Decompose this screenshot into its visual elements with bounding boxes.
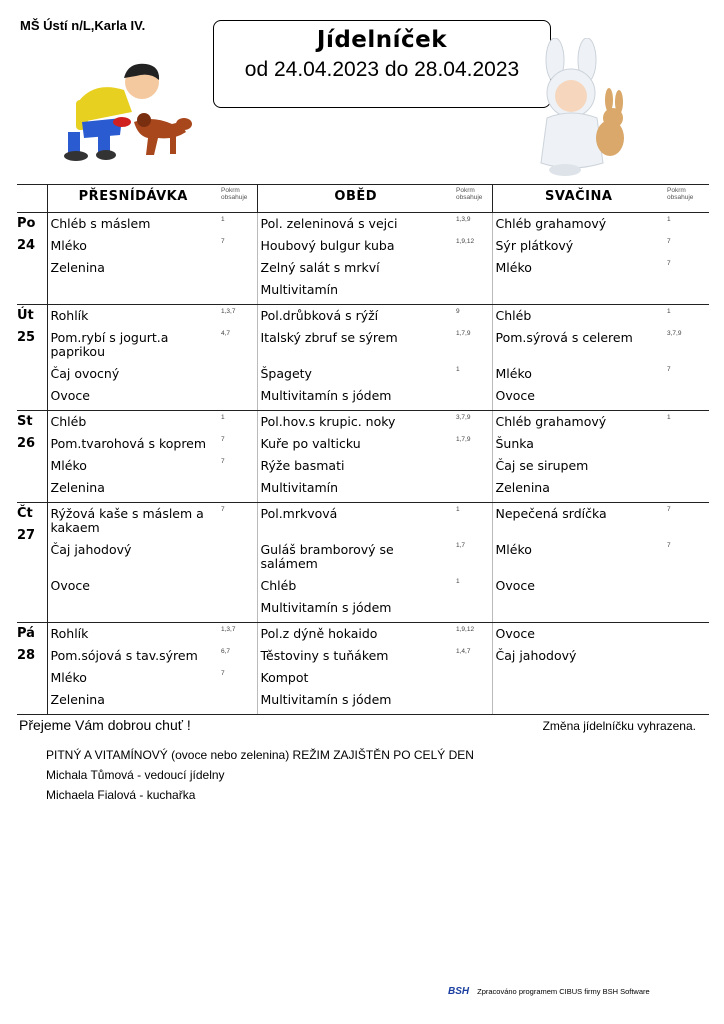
lunch-cell: [257, 503, 454, 623]
breakfast-item: Mléko: [50, 670, 87, 685]
title-box: [213, 20, 551, 108]
lunch-item: Italský zbruf se sýrem: [260, 330, 398, 345]
breakfast-allergen-cell: [219, 623, 257, 715]
snack-allergen: [667, 670, 709, 692]
lunch-allergen: [456, 670, 492, 692]
snack-item: Čaj se sirupem: [495, 458, 589, 473]
snack-cell: [492, 503, 665, 623]
snack-item: Zelenina: [495, 480, 550, 495]
lunch-item: Pol.z dýně hokaido: [260, 626, 378, 641]
breakfast-allergen: 6,7: [221, 648, 231, 655]
breakfast-allergen: 1: [221, 414, 225, 421]
lunch-allergen: 1: [456, 506, 460, 513]
snack-cell: [492, 305, 665, 411]
breakfast-allergen: 7: [221, 506, 225, 513]
snack-item: Sýr plátkový: [495, 238, 574, 253]
snack-allergen: 7: [667, 238, 671, 245]
snack-item: [496, 279, 666, 301]
day-row: [17, 503, 709, 623]
breakfast-allergen: [221, 480, 257, 502]
lunch-allergen: 1,7,9: [456, 436, 471, 443]
snack-cell: [492, 623, 665, 715]
lunch-allergen: 1,4,7: [456, 648, 471, 655]
lunch-allergen-cell: [454, 503, 492, 623]
lunch-item: Špagety: [260, 366, 312, 381]
snack-item: [496, 689, 666, 711]
snack-item: Pom.sýrová s celerem: [495, 330, 633, 345]
lunch-allergen: [456, 480, 492, 502]
software-footer: [448, 986, 650, 997]
snack-header: SVAČINA: [492, 185, 665, 213]
breakfast-allergen: 7: [221, 458, 225, 465]
boy-with-dog-illustration: [62, 60, 197, 165]
snack-item: Chléb grahamový: [495, 216, 607, 231]
snack-allergen-cell: [665, 503, 709, 623]
snack-item: Čaj jahodový: [495, 648, 577, 663]
day-date: 27: [17, 528, 36, 543]
breakfast-item: Čaj ovocný: [50, 366, 120, 381]
snack-item: Mléko: [495, 366, 532, 381]
lunch-cell: [257, 411, 454, 503]
drink-regime-note: PITNÝ A VITAMÍNOVÝ (ovoce nebo zelenina) REŽIM ZAJIŠTĚN PO CELÝ DEN: [46, 748, 474, 762]
menu-body: [17, 213, 709, 715]
day-name: Út: [17, 308, 34, 323]
breakfast-allergen: [221, 692, 257, 714]
snack-item: Nepečená srdíčka: [495, 506, 607, 521]
breakfast-item: Chléb s máslem: [50, 216, 151, 231]
page-title: Jídelníček: [316, 27, 448, 53]
bsh-logo: BSH: [448, 986, 470, 997]
lunch-item: Pol.hov.s krupic. noky: [260, 414, 396, 429]
breakfast-allergen: [221, 600, 257, 622]
lunch-item: Pol. zeleninová s vejci: [260, 216, 398, 231]
breakfast-allergen: 1,3,7: [221, 308, 236, 315]
change-note: Změna jídelníčku vyhrazena.: [542, 719, 696, 733]
lunch-allergen-cell: [454, 213, 492, 305]
lunch-allergen-cell: [454, 411, 492, 503]
lunch-allergen: 1,3,9: [456, 216, 471, 223]
lunch-allergen: [456, 388, 492, 410]
snack-allergen: [667, 436, 709, 458]
menu-header-row: [17, 185, 709, 213]
snack-item: Mléko: [495, 542, 532, 557]
menu-table: [17, 184, 709, 715]
breakfast-allergen: 1,3,7: [221, 626, 236, 633]
breakfast-item: Mléko: [50, 458, 87, 473]
lunch-allergen: 1,9,12: [456, 626, 475, 633]
breakfast-allergen: 7: [221, 436, 225, 443]
lunch-allergen: 9: [456, 308, 460, 315]
breakfast-allergen-cell: [219, 305, 257, 411]
snack-item: Chléb grahamový: [495, 414, 607, 429]
lunch-allergen: 1,9,12: [456, 238, 475, 245]
snack-allergen-cell: [665, 623, 709, 715]
wish-text: Přejeme Vám dobrou chuť !: [19, 717, 191, 733]
lunch-item: Pol.drůbková s rýží: [260, 308, 379, 323]
breakfast-cell: [47, 623, 219, 715]
breakfast-allergen-cell: [219, 503, 257, 623]
lunch-allergen: [456, 260, 492, 282]
snack-allergen: 7: [667, 506, 671, 513]
snack-allergen: 1: [667, 414, 671, 421]
lunch-item: Kompot: [260, 670, 309, 685]
breakfast-item: Ovoce: [50, 388, 90, 403]
allergen-header: Pokrm obsahuje: [219, 185, 257, 213]
snack-cell: [492, 411, 665, 503]
snack-item: [496, 597, 666, 619]
breakfast-item: Rohlík: [50, 308, 89, 323]
lunch-item: Multivitamín: [260, 282, 339, 297]
snack-allergen: 1: [667, 308, 671, 315]
breakfast-cell: [47, 503, 219, 623]
bunny-child-illustration: [525, 38, 640, 178]
breakfast-item: Zelenina: [50, 692, 105, 707]
breakfast-allergen: 1: [221, 216, 225, 223]
day-date: 26: [17, 436, 36, 451]
lunch-item: Pol.mrkvová: [260, 506, 338, 521]
lunch-item: Těstoviny s tuňákem: [260, 648, 389, 663]
software-credit: Zpracováno programem CIBUS firmy BSH Software: [477, 987, 650, 996]
breakfast-item: Chléb: [50, 414, 87, 429]
allergen-header: Pokrm obsahuje: [454, 185, 492, 213]
snack-item: Ovoce: [495, 578, 535, 593]
day-date: 28: [17, 648, 36, 663]
breakfast-item: Pom.tvarohová s koprem: [50, 436, 207, 451]
breakfast-allergen: 7: [221, 670, 225, 677]
lunch-allergen: 1,7: [456, 542, 466, 549]
day-date: 25: [17, 330, 36, 345]
lunch-allergen: [456, 692, 492, 714]
snack-allergen: [667, 480, 709, 502]
snack-allergen: [667, 648, 709, 670]
day-row: [17, 623, 709, 715]
day-row: [17, 213, 709, 305]
day-cell: [17, 213, 47, 305]
snack-item: [496, 667, 666, 689]
breakfast-item: Zelenina: [50, 480, 105, 495]
snack-allergen: 3,7,9: [667, 330, 682, 337]
snack-allergen-cell: [665, 213, 709, 305]
snack-allergen: [667, 692, 709, 714]
snack-allergen: 7: [667, 260, 671, 267]
lunch-item: Rýže basmati: [260, 458, 345, 473]
breakfast-item: Mléko: [50, 238, 87, 253]
breakfast-allergen: [221, 388, 257, 410]
lunch-allergen-cell: [454, 623, 492, 715]
day-name: Po: [17, 216, 36, 231]
snack-item: Ovoce: [495, 626, 535, 641]
breakfast-allergen: [221, 366, 257, 388]
cook-name: Michaela Fialová - kuchařka: [46, 788, 196, 802]
day-cell: [17, 623, 47, 715]
breakfast-item: Pom.sójová s tav.sýrem: [50, 648, 198, 663]
day-date: 24: [17, 238, 36, 253]
manager-name: Michala Tůmová - vedoucí jídelny: [46, 768, 225, 782]
breakfast-allergen: [221, 282, 257, 304]
breakfast-item: Ovoce: [50, 578, 90, 593]
snack-allergen: [667, 458, 709, 480]
date-range: od 24.04.2023 do 28.04.2023: [244, 58, 520, 81]
snack-item: Mléko: [495, 260, 532, 275]
lunch-item: Guláš bramborový se salámem: [260, 542, 394, 571]
snack-item: Šunka: [495, 436, 534, 451]
allergen-header: Pokrm obsahuje: [665, 185, 709, 213]
lunch-item: Multivitamín s jódem: [260, 692, 392, 707]
day-name: Čt: [17, 506, 33, 521]
lunch-item: Chléb: [260, 578, 297, 593]
day-row: [17, 305, 709, 411]
day-cell: [17, 305, 47, 411]
lunch-item: Zelný salát s mrkví: [260, 260, 380, 275]
lunch-allergen: 1: [456, 366, 460, 373]
snack-allergen: [667, 282, 709, 304]
lunch-header: OBĚD: [257, 185, 454, 213]
snack-allergen: [667, 578, 709, 600]
day-name: Pá: [17, 626, 35, 641]
breakfast-cell: [47, 305, 219, 411]
snack-allergen: [667, 388, 709, 410]
breakfast-item: Čaj jahodový: [50, 542, 132, 557]
breakfast-allergen: [221, 578, 257, 600]
lunch-cell: [257, 623, 454, 715]
lunch-allergen: [456, 600, 492, 622]
day-cell: [17, 503, 47, 623]
breakfast-cell: [47, 213, 219, 305]
breakfast-cell: [47, 411, 219, 503]
lunch-cell: [257, 213, 454, 305]
breakfast-allergen-cell: [219, 411, 257, 503]
lunch-allergen: 1: [456, 578, 460, 585]
lunch-allergen: 3,7,9: [456, 414, 471, 421]
lunch-item: Kuře po valticku: [260, 436, 361, 451]
day-name: St: [17, 414, 33, 429]
breakfast-allergen: 4,7: [221, 330, 231, 337]
lunch-item: Houbový bulgur kuba: [260, 238, 395, 253]
breakfast-allergen: [221, 542, 257, 578]
breakfast-item: Zelenina: [50, 260, 105, 275]
breakfast-allergen-cell: [219, 213, 257, 305]
day-cell: [17, 411, 47, 503]
snack-allergen: 1: [667, 216, 671, 223]
lunch-allergen: [456, 282, 492, 304]
snack-allergen-cell: [665, 411, 709, 503]
snack-cell: [492, 213, 665, 305]
snack-allergen: [667, 600, 709, 622]
breakfast-header: PŘESNÍDÁVKA: [47, 185, 219, 213]
day-header-cell: [17, 185, 47, 213]
snack-item: Ovoce: [495, 388, 535, 403]
lunch-item: Multivitamín: [260, 480, 339, 495]
lunch-cell: [257, 305, 454, 411]
snack-allergen: 7: [667, 366, 671, 373]
breakfast-item: [51, 597, 220, 619]
lunch-allergen: 1,7,9: [456, 330, 471, 337]
breakfast-allergen: [221, 260, 257, 282]
breakfast-item: Rýžová kaše s máslem a kakaem: [50, 506, 204, 535]
day-row: [17, 411, 709, 503]
school-name: MŠ Ústí n/L,Karla IV.: [20, 18, 146, 33]
snack-item: Chléb: [495, 308, 532, 323]
breakfast-item: Pom.rybí s jogurt.a paprikou: [50, 330, 169, 359]
lunch-allergen-cell: [454, 305, 492, 411]
breakfast-item: Rohlík: [50, 626, 89, 641]
snack-allergen: [667, 626, 709, 648]
lunch-item: Multivitamín s jódem: [260, 600, 392, 615]
breakfast-allergen: 7: [221, 238, 225, 245]
lunch-allergen: [456, 458, 492, 480]
lunch-item: Multivitamín s jódem: [260, 388, 392, 403]
snack-allergen-cell: [665, 305, 709, 411]
breakfast-item: [51, 279, 220, 301]
snack-allergen: 7: [667, 542, 671, 549]
